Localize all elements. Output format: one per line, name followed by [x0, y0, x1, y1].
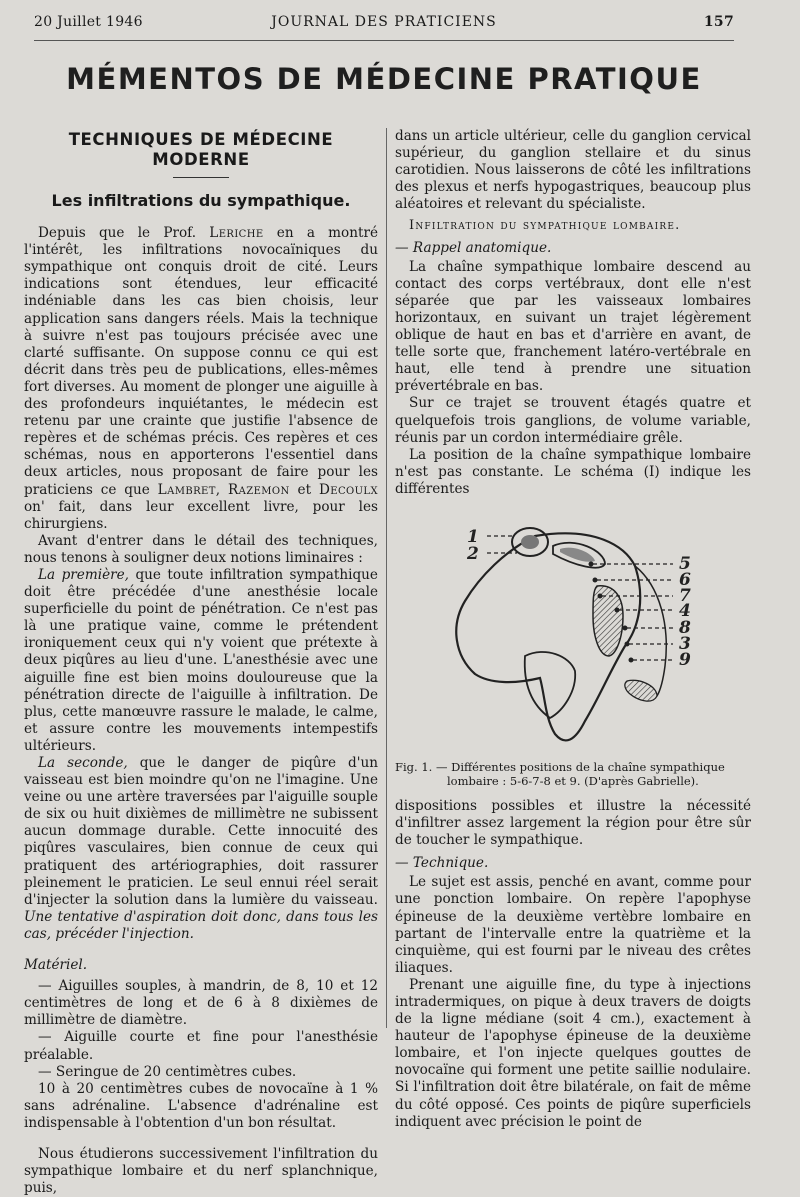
- right-column: [395, 128, 751, 1131]
- author-name: Leriche: [209, 225, 264, 242]
- subsection-heading: Infiltration du sympathique lombaire.: [409, 218, 681, 234]
- spinal-canal: [525, 652, 575, 718]
- materiel-item: 10 à 20 centimètres cubes de novocaïne à 1 % sans adrénaline. L'absence d'adrénaline est indispensable à l'obtention d'un bon résultat.: [24, 1080, 378, 1131]
- figure-label: 3: [679, 633, 691, 654]
- section-title: [24, 130, 378, 170]
- ganglion-point: [629, 657, 634, 662]
- ganglion-point: [589, 561, 594, 566]
- caption-line-2: lombaire : 5-6-7-8 et 9. (D'après Gabrielle).: [447, 773, 699, 788]
- author-name: Lambret: [157, 481, 216, 498]
- running-head: [34, 14, 734, 36]
- paragraph-first-notion: [24, 567, 378, 755]
- aorta-lumen: [521, 535, 539, 549]
- figure-lumbar-section: [395, 506, 751, 756]
- paragraph-dispositions: dispositions possibles et illustre la nécessité d'infiltrer assez largement la région pour être sûr de toucher le sympathique.: [395, 797, 751, 849]
- text-run: Depuis que le Prof.: [38, 225, 210, 242]
- figure-label: 7: [679, 585, 691, 606]
- text-run: ,: [215, 481, 228, 498]
- figure-label: 6: [679, 569, 691, 590]
- figure-caption: [395, 760, 751, 788]
- paragraph-plan: Nous étudierons successivement l'infiltration du sympathique lombaire et du nerf splanchnique, puis,: [24, 1145, 378, 1197]
- text-run: en a montré l'intérêt, les infiltrations novocaïniques du sympathique ont conquis droit de cité. Leurs indications sont étendues, leur efficacité indéniable dans les cas bien choisis, leur application sans dangers réels. Mais la technique à suivre n'est pas toujours précisée avec une clarté suffisante. On suppose connu ce qui est décrit dans très peu de publications, elles-mêmes fort diverses. Au moment de plonger une aiguille à des profondeurs inquiétantes, le médecin est retenu par une crainte que justifie l'absence de repères et de schémas précis. Ces repères et ces schémas, nous en apporterons l'essentiel dans deux articles, nous proposant de faire pour les praticiens ce que: [24, 225, 378, 498]
- rappel-heading: — Rappel anatomique.: [395, 239, 552, 256]
- issue-date: 20 Juillet 1946: [34, 14, 143, 30]
- paragraph-chain: La chaîne sympathique lombaire descend au contact des corps vertébraux, dont elle n'est séparée que par les vaisseaux lombaires horizontaux, en suivant un trajet légèrement oblique de haut en bas et d'arrière en avant, de telle sorte que, franchement latéro-vertébrale en haut, elle tend à prendre une situation prévertébrale en bas.: [395, 258, 751, 395]
- materiel-item: — Aiguilles souples, à mandrin, de 8, 10 et 12 centimètres de long et de 6 à 8 dixièmes de millimètre de diamètre.: [24, 978, 378, 1029]
- emphasis: La seconde,: [38, 755, 128, 771]
- spacer: [24, 1132, 378, 1146]
- text-run: on' fait, dans leur excellent livre, pour les chirurgiens.: [24, 498, 378, 532]
- page-number: 157: [703, 14, 734, 30]
- ganglion-point: [623, 625, 628, 630]
- text-run: que le danger de piqûre d'un vaisseau est bien moindre qu'on ne l'imagine. Une veine ou une artère traversées par l'aiguille souple de six ou huit dixièmes de millimètre ne subissent aucun dommage durable. Cette innocuité des piqûres vasculaires, bien connue de ceux qui pratiquent des artériographies, doit rassurer pleinement le praticien. Le seul ennui réel serait d'injecter la solution dans la lumière du vaisseau.: [24, 755, 379, 908]
- ganglion-point: [625, 641, 630, 646]
- paragraph-position: La position de la chaîne sympathique lombaire n'est pas constante. Le schéma (I) indique les différentes: [395, 446, 751, 497]
- figure-label: 8: [679, 617, 691, 638]
- materiel-item: — Seringue de 20 centimètres cubes.: [38, 1063, 297, 1080]
- paragraph-needle: Prenant une aiguille fine, du type à injections intradermiques, on pique à deux travers de doigts de la ligne médiane (soit 4 cm.), exactement à hauteur de l'apophyse épineuse de la deuxième lombaire, et l'on injecte quelques gouttes de novocaïne qui forment une petite saillie nodulaire. Si l'infiltration doit être bilatérale, on fait de même du côté opposé. Ces points de piqûre superficiels indiquent avec précision le point de: [395, 976, 751, 1130]
- paragraph-second-notion: [24, 755, 378, 943]
- author-name: Razemon: [227, 481, 290, 498]
- left-column: [24, 128, 378, 1197]
- main-title: MÉMENTOS DE MÉDECINE PRATIQUE: [66, 62, 702, 96]
- posterior-muscle: [625, 680, 657, 701]
- title-rule: [173, 177, 229, 178]
- figure-label: 1: [467, 526, 479, 547]
- figure-label: 4: [679, 600, 691, 621]
- emphasis: Une tentative d'aspiration doit donc, dans tous les cas, précéder l'injection.: [24, 908, 378, 942]
- ganglion-point: [593, 577, 598, 582]
- paragraph-technique: Le sujet est assis, penché en avant, comme pour une ponction lombaire. On repère l'apophyse épineuse de la deuxième vertèbre lombaire en partant de l'intervalle entre la quatrième et la cinquième, qui est fourni par le niveau des crêtes iliaques.: [395, 874, 751, 976]
- text-run: et: [289, 481, 319, 498]
- figure-label: 9: [679, 649, 691, 670]
- technique-heading: — Technique.: [395, 855, 489, 872]
- vertebra-diagram: [395, 506, 751, 756]
- text-run: que toute infiltration sympathique doit être précédée d'une anesthésie locale superficielle du point de pénétration. Ce n'est pas là une pratique vaine, comme le prétendent ironiquement ceux qui n'y voient que prétexte à deux piqûres au lieu d'une. L'anesthésie avec une aiguille fine est bien moins douloureuse que la pénétration directe de l'aiguille à infiltration. De plus, cette manœuvre rassure le malade, le calme, et assure contre les mouvements intempestifs ultérieurs.: [24, 566, 378, 754]
- figure-label: 5: [679, 553, 691, 574]
- paragraph-continued: dans un article ultérieur, celle du ganglion cervical supérieur, du ganglion stellaire et du sinus carotidien. Nous laisserons de côté les infiltrations des plexus et nerfs hypogastriques, beaucoup plus aléatoires et relevant du spécialiste.: [395, 128, 751, 213]
- section-title-line-1: TECHNIQUES DE MÉDECINE: [68, 130, 334, 149]
- column-divider: [386, 128, 387, 1028]
- figure-label: 2: [467, 543, 479, 564]
- paragraph-intro: [24, 225, 378, 533]
- header-rule: [34, 40, 734, 41]
- paragraph-notions: Avant d'entrer dans le détail des techniques, nous tenons à souligner deux notions liminaires :: [24, 532, 378, 566]
- article-title: Les infiltrations du sympathique.: [51, 191, 351, 210]
- ganglion-point: [598, 593, 603, 598]
- ganglion-point: [615, 607, 620, 612]
- emphasis: La première,: [38, 566, 129, 583]
- materiel-heading: Matériel.: [24, 957, 88, 974]
- section-title-line-2: MODERNE: [152, 150, 250, 169]
- materiel-item: — Aiguille courte et fine pour l'anesthésie préalable.: [24, 1029, 378, 1063]
- author-name: Decoulx: [318, 481, 378, 498]
- paragraph-ganglions: Sur ce trajet se trouvent étagés quatre et quelquefois trois ganglions, de volume variable, réunis par un cordon intermédiaire grêle.: [395, 395, 751, 446]
- journal-name: JOURNAL DES PRATICIENS: [271, 14, 497, 30]
- caption-line-1: Fig. 1. — Différentes positions de la chaîne sympathique: [395, 759, 725, 774]
